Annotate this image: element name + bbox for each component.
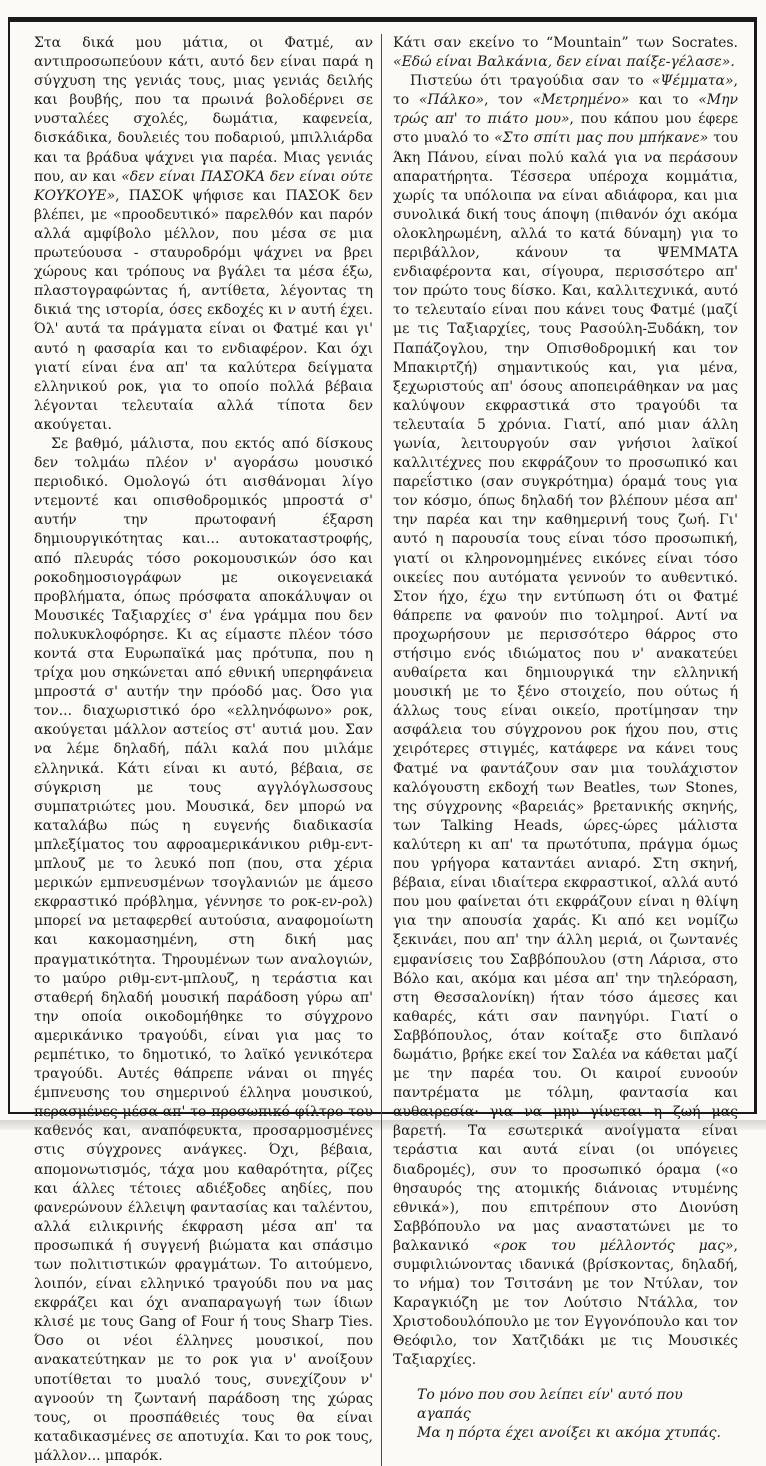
paragraph [34, 435, 373, 1466]
text-run: Κάτι σαν εκείνο το “Mountain” των Socrates. [393, 35, 738, 51]
italic-text-run: «Μην τρώς απ' το πιάτο μου» [393, 92, 738, 128]
text-run: Στα δικά μου μάτια, οι Φατμέ, αν αντιπροσωπεύουν κάτι, αυτό δεν είναι παρά η σύγχυση της γενιάς τους, μιας γενιάς δειλής και βουβής, που τα πρωινά βολοδέρνει σε νυσταλέες σχολές, δωμάτια, καφενεία, δισκάδικα, δουλειές του ποδαριού, μπιλλιάρδα και τα βράδυα ψάχνει για παρέα. Μιας γενιάς που, αν και [34, 35, 373, 185]
right-column [381, 34, 738, 1466]
italic-text-run: «ροκ του μέλλοντός μας» [492, 1237, 734, 1254]
left-column [34, 34, 381, 1466]
article-content [34, 34, 746, 1466]
text-run: , ΠΑΣΟΚ ψήφισε και ΠΑΣΟΚ δεν βλέπει, με «προοδευτικό» παρελθόν και παρόν αλλά αμφίβολο μέλλον, που μέσα σε μια πρωτεύουσα - σταυροδρόμι ψάχνει να βρει χώρους και τρόπους να βγάλει τα μέσα έξω, πλαστογραφώντας ή, αντίθετα, λέγοντας τη δικιά της ιστορία, όσες εκδοχές κι ν αυτή έχει. Όλ' αυτά τα πράγματα είναι οι Φατμέ και γι' αυτό η φασαρία και το ενδιαφέρον. Και όχι γιατί είναι ένα απ' τα καλύτερα δείγματα ελληνικού ροκ, για το οποίο πολλά βέβαια λέγονται τελευταία αλλά τίποτα δεν ακούγεται. [34, 187, 373, 433]
italic-text-run: «Μετρημένο» [532, 92, 630, 109]
text-run: Πιστεύω ότι τραγούδια σαν το [410, 73, 652, 90]
text-run: του Άκη Πάνου, είναι πολύ καλά για να περάσουν απαρατήρητα. Τέσσερα υπέροχα κομμάτια, χωρίς τα υπόλοιπα να είναι αδιάφορα, και μια συνολικά δική τους άποψη (πιθανόν όχι ακόμα ολοκληρωμένη, αλλά το κατά δύναμη) για το περιβάλλον, κάνουν τα ΨΕΜΜΑΤΑ ενδιαφέροντα και, σίγουρα, περισσότερο απ' τον πρώτο τους δίσκο. Και, καλλιτεχνικά, αυτό το τελευταίο είναι που κάνει τους Φατμέ (μαζί με τις Ταξιαρχίες, τους Ρασούλη-Ξυδάκη, τον Παπάζογλου, την Οπισθοδρομική και τον Μπακιρτζή) σημαντικούς και, για μένα, ξεχωριστούς απ' όσους αποπειράθηκαν να μας καλύψουν εκφραστικά στο τραγούδι τα τελευταία 5 χρόνια. Γιατί, από μιαν άλλη γωνία, λειτουργούν σαν γνήσιοι λαϊκοί καλλιτέχνες που εκφράζουν το προσωπικό και παρεΐστικο (σαν συγκρότημα) όραμά τους για τον κόσμο, όπως δηλαδή τον βλέπουν μέσα απ' την παρέα και την καθημερινή τους ζωή. Γι' αυτό η παρουσία τους είναι τόσο προσωπική, γιατί οι κληρονομημένες εικόνες είναι τόσο οικείες που αυτόματα γεννούν το αυθεντικό. Στον ήχο, έχω την εντύπωση ότι οι Φατμέ θάπρεπε να φανούν πιο τολμηροί. Αντί να προχωρήσουν με περισσότερο θάρρος στο στήσιμο ενός ιδιώματος που ν' ανακατεύει αυθαίρετα και δημιουργικά την ελληνική μουσική με το ξένο στοιχείο, που ούτως ή άλλως τους είναι οικείο, προτίμησαν την ασφάλεια του σύγχρονου ροκ ήχου που, στις χειρότερες στιγμές, κατάφερε να κάνει τους Φατμέ να φαντάζουν σαν μια τουλάχιστον καλόγουστη εκδοχή των Beatles, των Stones, της σύγχρονης «βαρειάς» βρετανικής σκηνής, των Talking Heads, ώρες-ώρες μάλιστα καλύτερη κι απ' τα πρωτότυπα, πράγμα όμως που γρήγορα καταντάει ανιαρό. Στη σκηνή, βέβαια, είναι ιδιαίτερα εκφραστικοί, αλλά αυτό που μου φαίνεται ότι εκφράζουν είναι η θλίψη για την απουσία χαράς. Κι από κει νομίζω ξεκινάει, που απ' την άλλη μεριά, οι ζωντανές εμφανίσεις του Σαββόπουλου (στη Λάρισα, στο Βόλο και, ακόμα και μέσα απ' την τηλεόραση, στη Θεσσαλονίκη) ήταν τόσο άμεσες και καθαρές, κάτι σαν πανηγύρι. Γιατί ο Σαββόπουλος, όταν κοίταξε στο διπλανό δωμάτιο, βρήκε εκεί τον Σαλέα να κάθεται μαζί με την παρέα του. Οι καιροί ευνοούν παντρέματα με τόλμη, φαντασία και αυθαιρεσία· για να μην γίνεται η ζωή μας βαρετή. Τα εσωτερικά ανοίγματα είναι τεράστια και αυτά είναι (οι υπόγειες διαδρομές), συν το προσωπικό όραμα («ο θησαυρός της ατομικής διάνοιας ντυμένης εθνικά»), που επιτρέπουν στο Διονύση Σαββόπουλο να μας αναστατώνει με το βαλκανικό [393, 130, 738, 1254]
paragraph [393, 72, 738, 1370]
text-run: , που κάπου μου έφερε στο μυαλό το [393, 111, 738, 147]
text-run: Μα η πόρτα έχει ανοίξει κι ακόμα χτυπάς. [417, 1424, 721, 1441]
text-run: και το [629, 92, 699, 109]
paragraph [393, 34, 738, 72]
italic-text-run: «Στο σπίτι μας που μπήκανε» [494, 130, 709, 147]
italic-text-run: «δεν είναι ΠΑΣΟΚΑ δεν είναι ούτε ΚΟΥΚΟΥΕ» [34, 168, 373, 204]
text-run: , το [393, 73, 738, 109]
closing-verse-line [417, 1424, 738, 1443]
text-run: Το μόνο που σου λείπει είν' αυτό που αγαπάς [417, 1386, 683, 1422]
text-run: , συμφιλιώνοντας ιδανικά (βρίσκοντας, δηλαδή, το νήμα) τον Τσιτσάνη με τον Ντύλαν, τον Καραγκιόζη με τον Λούτσιο Ντάλλα, τον Χριστοδουλόπουλο με τον Εγγονόπουλο και τον Θεόφιλο, τον Χατζιδάκι με τις Μουσικές Ταξιαρχίες. [393, 1237, 738, 1369]
text-run: Σε βαθμό, μάλιστα, που εκτός από δίσκους δεν τολμάω πλέον ν' αγοράσω μουσικό περιοδικό. Ομολογώ ότι αισθάνομαι λίγο ντεμοντέ και οπισθοδρομικός μπροστά σ' αυτήν την πρωτοφανή έξαρση δημιουργικότητας και... αυτοκαταστροφής, από πλευράς τόσο ροκομουσικών όσο και ροκοδημοσιογράφων με οικογενειακά προβλήματα, όπως πρόσφατα αποκάλυψαν οι Μουσικές Ταξιαρχίες σ' ένα γράμμα που δεν πολυκυκλοφόρησε. Κι ας είμαστε πλέον τόσο κοντά στα Ευρωπαϊκά μας πρότυπα, που η τρίχα μου σηκώνεται από εθνική υπερηφάνεια μπροστά σ' αυτήν την πρόοδό μας. Όσο για τον... διαχωριστικό όρο «ελληνόφωνο» ροκ, ακούγεται μάλλον αστείος στ' αυτιά μου. Σαν να λέμε δηλαδή, πάλι καλά που μιλάμε ελληνικά. Κάτι είναι κι αυτό, βέβαια, σε σύγκριση με τους αγγλόγλωσσους συμπατριώτες μου. Μουσικά, δεν μπορώ να καταλάβω πώς η ευγενής διαδικασία μπλεξίματος του αφροαμερικάνικου ριθμ-εντ-μπλουζ με το λευκό ποπ (που, στα χέρια μερικών εμπνευσμένων τσογλανιών με άμεσο εκφραστικό πρόβλημα, γέννησε το ροκ-εν-ρολ) μπορεί να μεταφερθεί αυτούσια, αναφομοίωτη και κακομασημένη, στη δική μας πραγματικότητα. Τηρουμένων των αναλογιών, το μαύρο ριθμ-εντ-μπλουζ, η τεράστια και σταθερή δηλαδή μουσική παράδοση γύρω απ' την οποία οικοδομήθηκε το σύγχρονο αμερικάνικο τραγούδι, είναι για μας το ρεμπέτικο, το δημοτικό, το λαϊκό γενικότερα τραγούδι. Αυτές θάπρεπε νάναι οι πηγές έμπνευσης του σημερινού έλληνα μουσικού, περασμένες μέσα απ' το προσωπικό φίλτρο του καθενός και, αναπόφευκτα, προσαρμοσμένες στις σύγχρονες ανάγκες. Όχι, βέβαια, απομονωτισμός, τάχα μου καθαρότητα, ρίζες και άλλες τέτοιες αδιέξοδες αηδίες, που φανερώνουν έλλειψη φαντασίας και ταλέντου, αλλά ειλικρινής έκφραση μέσα απ' τα προσωπικά ή συγγενή βιώματα και σπάσιμο των πολιτιστικών φραγμάτων. Το αιτούμενο, λοιπόν, είναι ελληνικό τραγούδι που να μας εκφράζει και όχι αναπαραγωγή των ίδιων κλισέ με τους Gang of Four ή τους Sharp Ties. Όσο οι νέοι έλληνες μουσικοί, που ανακατεύτηκαν με το ροκ για ν' ανοίξουν υποτίθεται το μυαλό τους, συνεχίζουν ν' αγνοούν τη ζωντανή παράδοση της χώρας τους, οι προσπάθειές τους θα είναι καταδικασμένες σε αποτυχία. Και το ροκ τους, μάλλον... μπαρόκ. [34, 435, 373, 1464]
closing-verse-line [417, 1386, 738, 1424]
italic-text-run: «Πάλκο» [418, 92, 485, 109]
paragraph [34, 34, 373, 435]
italic-text-run: «Ψέμματα» [651, 73, 734, 90]
italic-text-run: «Εδώ είναι Βαλκάνια, δεν είναι παίξε-γέλασε». [393, 54, 735, 71]
text-run: , τον [484, 92, 533, 109]
